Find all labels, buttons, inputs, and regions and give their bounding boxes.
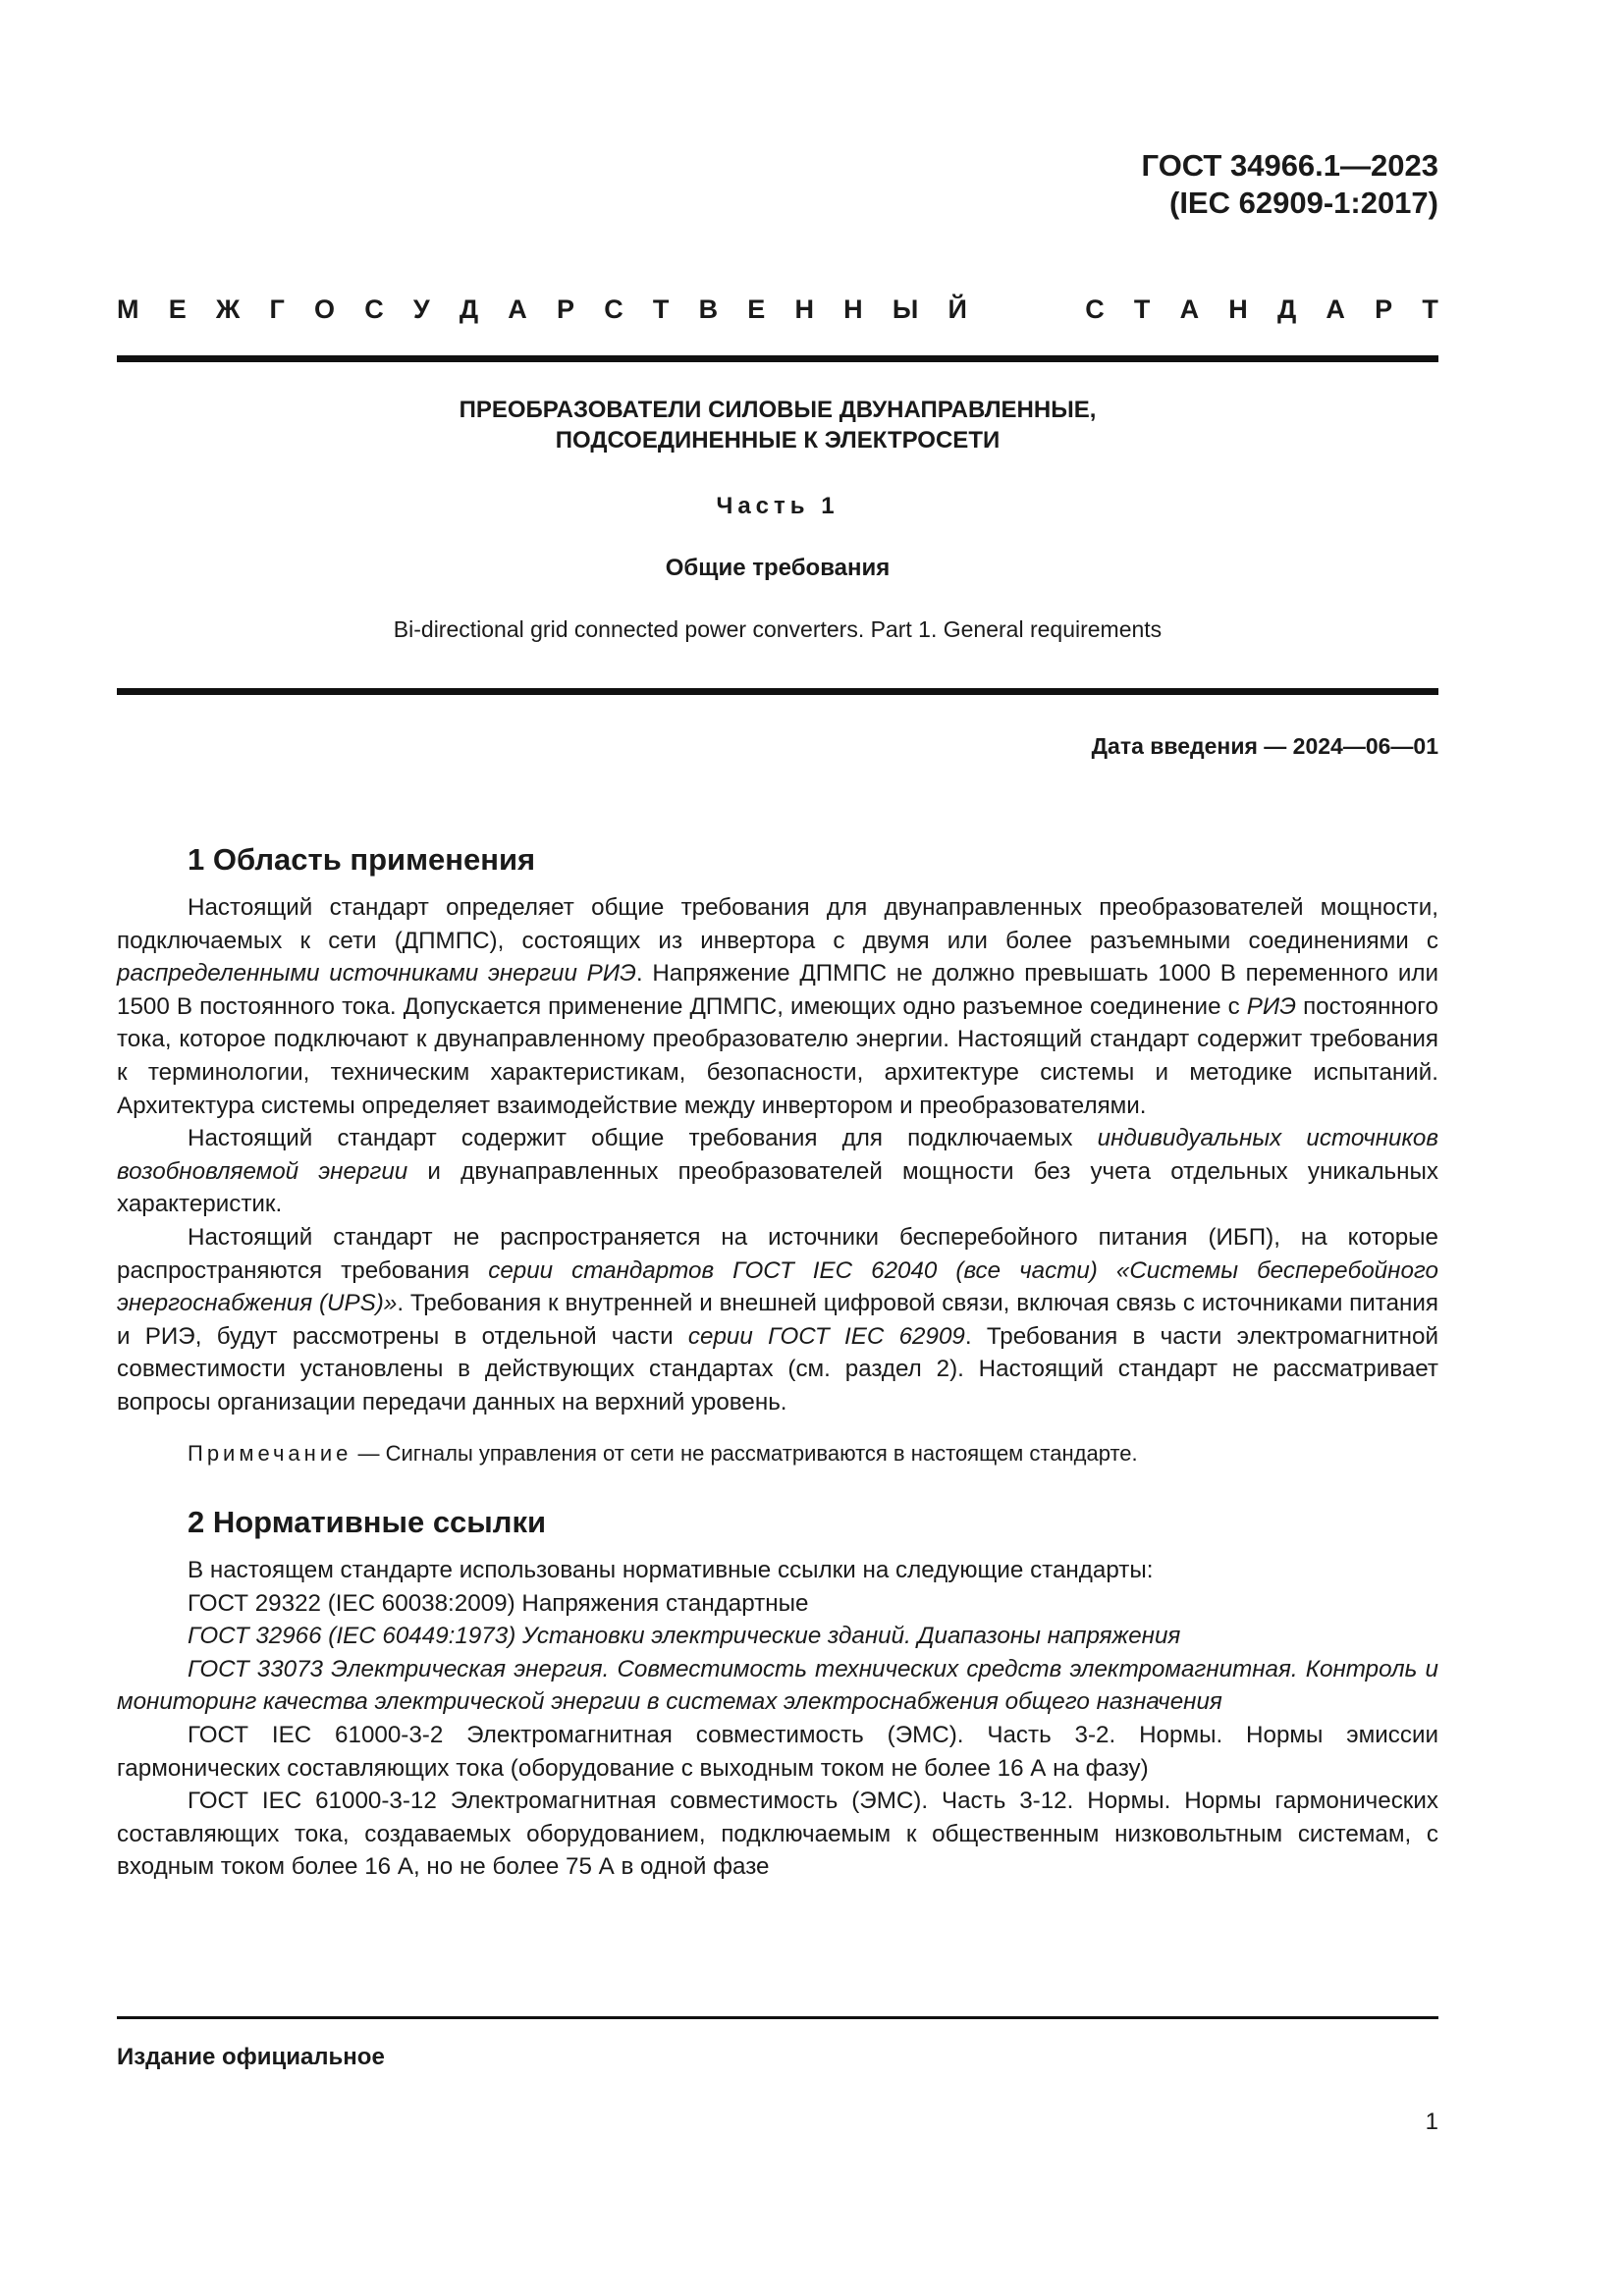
interstate-standard-banner: М Е Ж Г О С У Д А Р С Т В Е Н Н Ы Й С Т А Н Д А Р Т — [117, 294, 1438, 324]
standard-number-iec: (IEC 62909-1:2017) — [1169, 186, 1438, 220]
section-1-paragraph-3: Настоящий стандарт не распространяется на источники бесперебойного питания (ИБП), на которые распространяются требования серии стандартов ГОСТ IEC 62040 (все части) «Системы бесперебойного энергоснабжения (UPS)». Требования к внутренней и внешней цифровой связи, включая связь с источниками питания и РИЭ, будут рассмотрены в отдельной части серии ГОСТ IEC 62909. Требования в части электромагнитной совместимости установлены в действующих стандартах (см. раздел 2). Настоящий стандарт не рассматривает вопросы организации передачи данных на верхний уровень. — [117, 1223, 1439, 1415]
document-body — [117, 840, 1438, 1884]
note-label: Примечание — [188, 1440, 352, 1466]
normative-reference-2: ГОСТ 32966 (IEC 60449:1973) Установки электрические зданий. Диапазоны напряжения — [188, 1623, 1181, 1650]
note-text: — Сигналы управления от сети не рассматриваются в настоящем стандарте. — [352, 1440, 1138, 1466]
normative-reference-1: ГОСТ 29322 (IEC 60038:2009) Напряжения стандартные — [188, 1589, 809, 1617]
header-rule-bottom — [117, 688, 1438, 695]
document-page — [117, 0, 1438, 2296]
normative-reference-4: ГОСТ IEC 61000-3-2 Электромагнитная совместимость (ЭМС). Часть 3-2. Нормы. Нормы эмиссии гармонических составляющих тока (оборудование с выходным током не более 16 А на фазу) — [117, 1722, 1438, 1782]
section-1-note — [117, 1437, 1438, 1470]
standard-number-gost: ГОСТ 34966.1—2023 — [1141, 148, 1438, 183]
footer-rule — [117, 2016, 1438, 2019]
official-edition-label: Издание официальное — [117, 2044, 385, 2070]
title-line-2: ПОДСОЕДИНЕННЫЕ К ЭЛЕКТРОСЕТИ — [555, 427, 1001, 454]
section-2-intro: В настоящем стандарте использованы нормативные ссылки на следующие стандарты: — [188, 1557, 1154, 1584]
page-number: 1 — [1425, 2109, 1438, 2135]
introduction-date: Дата введения — 2024—06—01 — [1091, 733, 1438, 759]
standard-number — [1142, 147, 1438, 222]
section-2-heading: 2 Нормативные ссылки — [188, 1505, 547, 1540]
section-1-paragraph-1: Настоящий стандарт определяет общие требования для двунаправленных преобразователей мощности, подключаемых к сети (ДПМПС), состоящих из инвертора с двумя или более разъемными соединениями с распределенными источниками энергии РИЭ. Напряжение ДПМПС не должно превышать 1000 В переменного или 1500 В постоянного тока. Допускается применение ДПМПС, имеющих одно разъемное соединение с РИЭ постоянного тока, которое подключают к двунаправленному преобразователю энергии. Настоящий стандарт содержит требования к терминологии, техническим характеристикам, безопасности, архитектуре системы и методике испытаний. Архитектура системы определяет взаимодействие между инвертором и преобразователями. — [117, 894, 1439, 1119]
title-line-1: ПРЕОБРАЗОВАТЕЛИ СИЛОВЫЕ ДВУНАПРАВЛЕННЫЕ, — [459, 397, 1097, 423]
title-block — [117, 395, 1438, 645]
part-label: Часть 1 — [716, 493, 839, 519]
normative-reference-5: ГОСТ IEC 61000-3-12 Электромагнитная совместимость (ЭМС). Часть 3-12. Нормы. Нормы гармонических составляющих тока, создаваемых оборудованием, подключаемым к общественным низковольтным системам, с входным током более 16 А, но не более 75 А в одной фазе — [117, 1788, 1438, 1881]
section-1-heading: 1 Область применения — [188, 842, 536, 877]
header-rule-top — [117, 355, 1438, 362]
normative-reference-3: ГОСТ 33073 Электрическая энергия. Совместимость технических средств электромагнитная. Контроль и мониторинг качества электрической энергии в системах электроснабжения общего назначения — [117, 1655, 1438, 1716]
section-1-paragraph-2: Настоящий стандарт содержит общие требования для подключаемых индивидуальных источников возобновляемой энергии и двунаправленных преобразователей мощности без учета отдельных уникальных характеристик. — [117, 1125, 1438, 1218]
english-title: Bi-directional grid connected power converters. Part 1. General requirements — [393, 616, 1163, 642]
subtitle: Общие требования — [665, 555, 891, 581]
